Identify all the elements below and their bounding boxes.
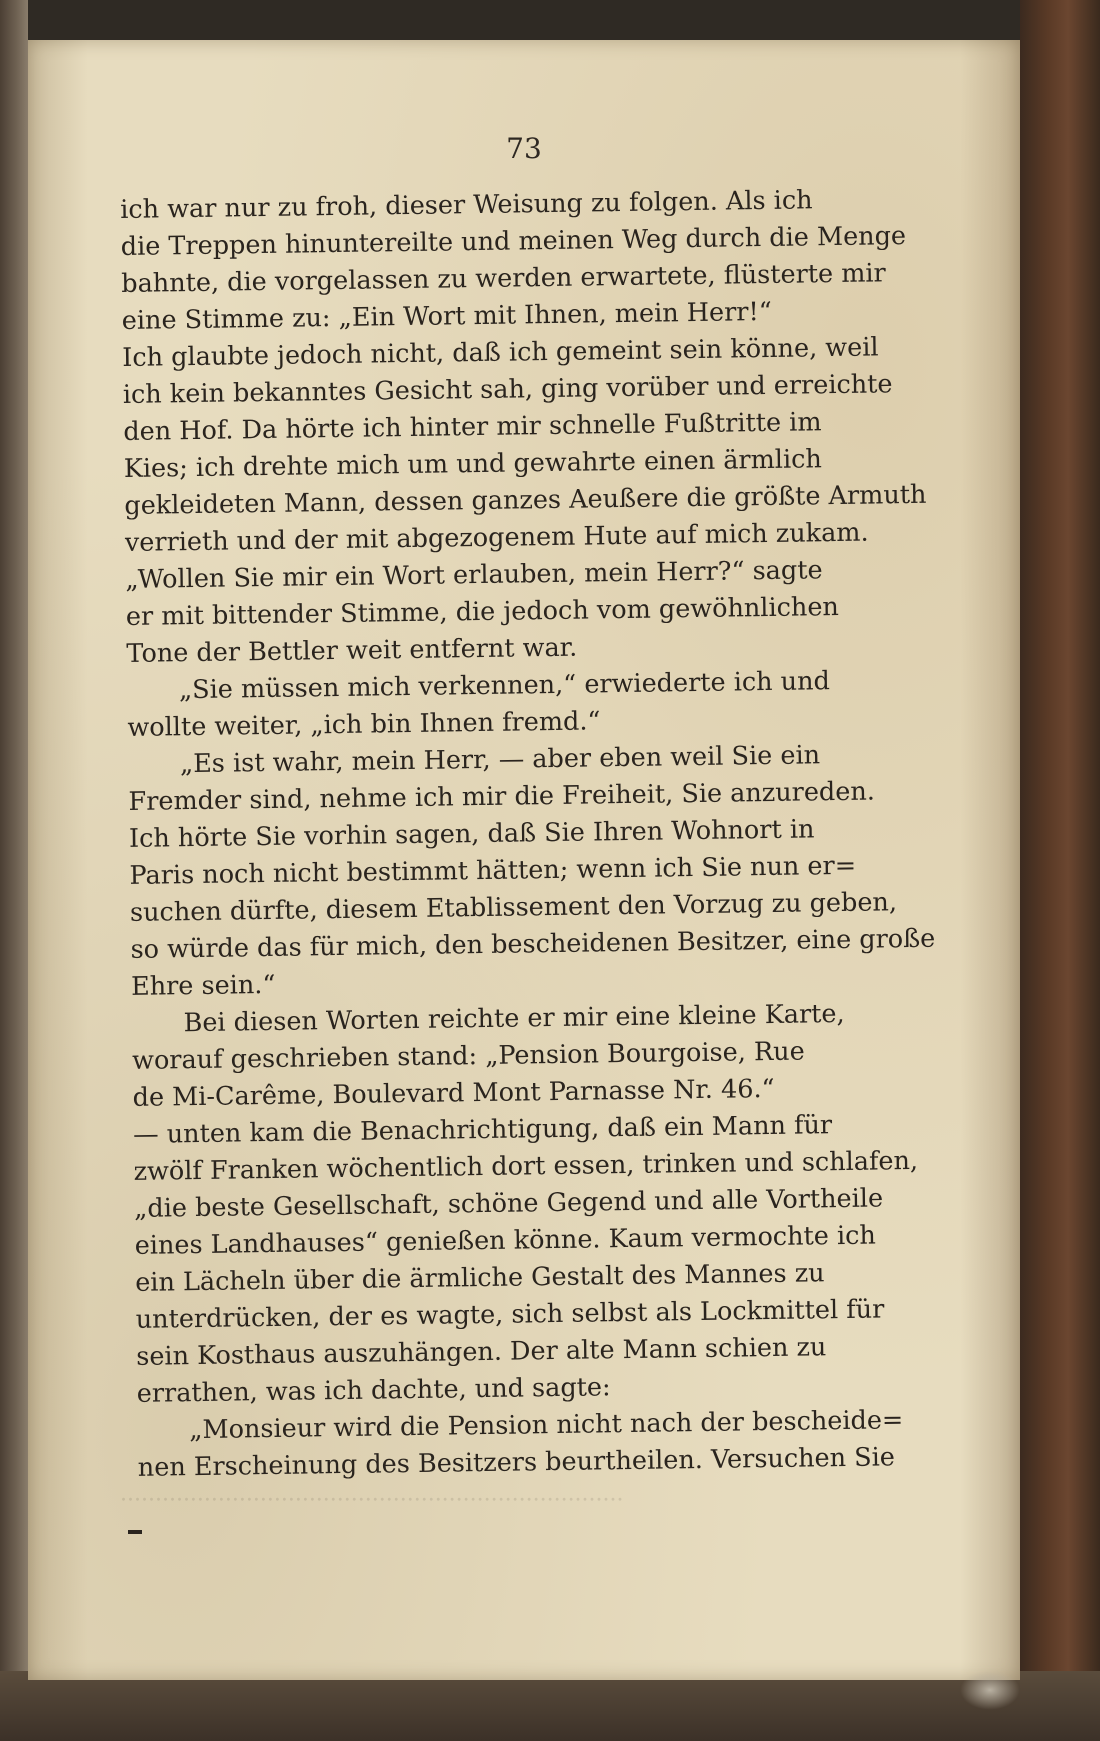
text-line: ein Lächeln über die ärmliche Gestalt des Mannes zu: [135, 1258, 825, 1298]
text-line: sein Kosthaus auszuhängen. Der alte Mann schien zu: [136, 1332, 827, 1372]
text-line: eine Stimme zu: „Ein Wort mit Ihnen, mein Herr!“: [121, 296, 772, 336]
text-line: den Hof. Da hörte ich hinter mir schnelle Fußtritte im: [123, 407, 822, 447]
text-line: Ich glaubte jedoch nicht, daß ich gemeint sein könne, weil: [122, 332, 879, 373]
text-line: die Treppen hinuntereilte und meinen Weg durch die Menge: [120, 221, 907, 262]
text-line: „die beste Gesellschaft, schöne Gegend und alle Vortheile: [133, 1183, 884, 1224]
text-line: er mit bittender Stimme, die jedoch vom gewöhnlichen: [125, 592, 840, 632]
book-page: [28, 40, 1020, 1680]
text-line: Bei diesen Worten reichte er mir eine kleine Karte,: [183, 998, 845, 1039]
text-line: — unten kam die Benachrichtigung, daß ein Mann für: [132, 1110, 833, 1150]
bleed-through-text: ........................................................................: [120, 1492, 624, 1517]
text-line: errathen, was ich dachte, und sagte:: [136, 1372, 611, 1409]
text-line: Ehre sein.“: [130, 969, 276, 1002]
text-line: so würde das für mich, den bescheidenen Besitzer, eine große: [130, 923, 936, 965]
text-line: bahnte, die vorgelassen zu werden erwartete, flüsterte mir: [121, 258, 886, 299]
text-line: ich kein bekanntes Gesicht sah, ging vorüber und erreichte: [122, 369, 893, 410]
book-cover-left-edge: [0, 0, 28, 1741]
ink-mark: [128, 1530, 142, 1534]
text-line: suchen dürfte, diesem Etablissement den Vorzug zu geben,: [129, 887, 898, 928]
text-line: Kies; ich drehte mich um und gewahrte einen ärmlich: [123, 444, 823, 484]
text-line: wollte weiter, „ich bin Ihnen fremd.“: [127, 706, 601, 743]
text-line: Ich hörte Sie vorhin sagen, daß Sie Ihren Wohnort in: [128, 814, 815, 854]
text-line: Fremder sind, nehme ich mir die Freiheit, Sie anzureden.: [128, 776, 876, 817]
text-line: unterdrücken, der es wagte, sich selbst als Lockmittel für: [135, 1294, 885, 1335]
text-line: „Monsieur wird die Pension nicht nach der bescheide=: [189, 1405, 904, 1446]
text-line: „Es ist wahr, mein Herr, — aber eben weil Sie ein: [179, 740, 821, 780]
text-line: de Mi-Carême, Boulevard Mont Parnasse Nr. 46.“: [132, 1073, 775, 1113]
text-line: zwölf Franken wöchentlich dort essen, trinken und schlafen,: [133, 1145, 919, 1187]
text-line: Tone der Bettler weit entfernt war.: [126, 632, 578, 669]
book-cover-bottom-edge: [0, 1671, 1100, 1741]
text-line: nen Erscheinung des Besitzers beurtheilen. Versuchen Sie: [137, 1442, 896, 1483]
text-line: Paris noch nicht bestimmt hätten; wenn ich Sie nun er=: [129, 850, 857, 891]
text-line: „Sie müssen mich verkennen,“ erwiederte ich und: [178, 666, 831, 706]
text-line: ich war nur zu froh, dieser Weisung zu folgen. Als ich: [120, 185, 813, 225]
text-line: gekleideten Mann, dessen ganzes Aeußere die größte Armuth: [124, 479, 927, 521]
text-line: verrieth und der mit abgezogenem Hute auf mich zukam.: [124, 517, 869, 558]
book-cover-right-edge: [1020, 0, 1100, 1741]
text-line: „Wollen Sie mir ein Wort erlauben, mein Herr?“ sagte: [125, 555, 823, 595]
loose-thread: [960, 1670, 1020, 1710]
text-line: worauf geschrieben stand: „Pension Bourgoise, Rue: [131, 1036, 805, 1076]
body-text: [120, 181, 958, 1487]
page-number: 73: [506, 132, 542, 165]
text-line: eines Landhauses“ genießen könne. Kaum vermochte ich: [134, 1220, 877, 1261]
